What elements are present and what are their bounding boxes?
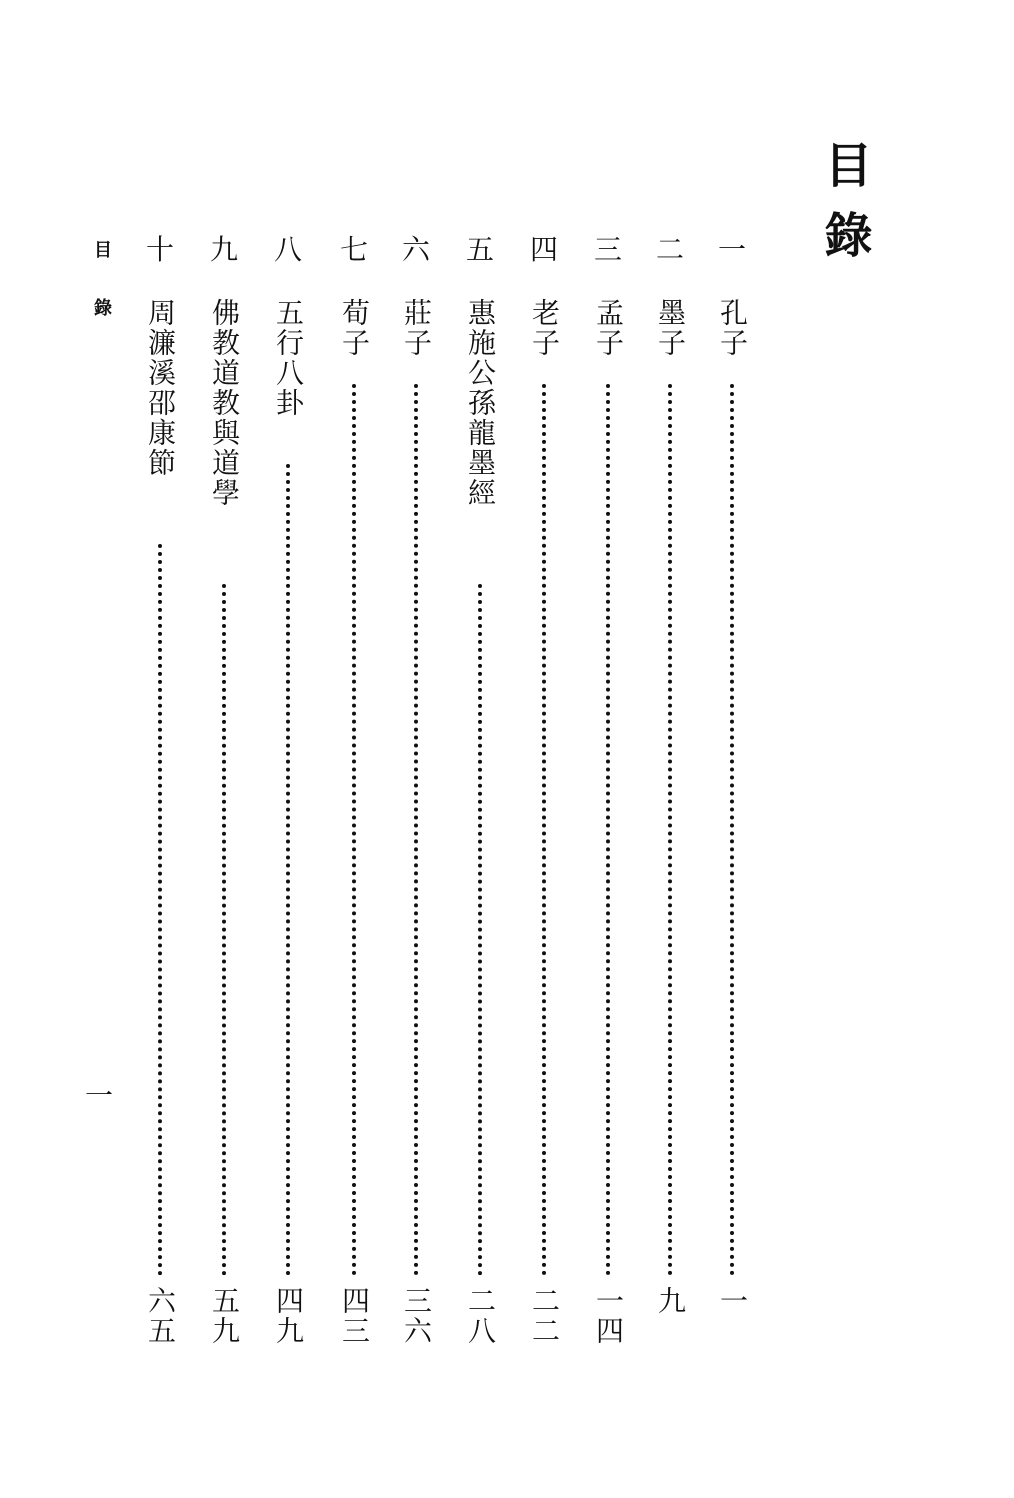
- entry-number: 二: [655, 233, 684, 266]
- toc-entry-7[interactable]: [334, 233, 374, 1346]
- page-title: 目錄: [816, 140, 872, 280]
- entry-title: 五行八卦: [272, 298, 305, 418]
- entry-number: 六: [401, 233, 430, 266]
- entry-page-number: 九: [654, 1286, 687, 1316]
- entry-number: 九: [209, 233, 238, 266]
- toc-entry-1[interactable]: [712, 233, 752, 1346]
- entry-title: 老子: [528, 298, 561, 358]
- dot-leader: [478, 584, 482, 1276]
- toc-entry-10[interactable]: [140, 233, 180, 1346]
- entry-page-number: 六五: [144, 1286, 177, 1346]
- entry-number: 五: [465, 233, 494, 266]
- toc-entry-8[interactable]: [268, 233, 308, 1346]
- toc-entry-9[interactable]: [204, 233, 244, 1346]
- toc-entry-4[interactable]: [524, 233, 564, 1346]
- toc-entry-5[interactable]: [460, 233, 500, 1346]
- entry-page-number: 五九: [208, 1286, 241, 1346]
- entry-page-number: 一四: [592, 1286, 625, 1346]
- entry-title: 孟子: [592, 298, 625, 358]
- dot-leader: [414, 384, 418, 1276]
- entry-number: 三: [593, 233, 622, 266]
- toc-entry-3[interactable]: [588, 233, 628, 1346]
- entry-title: 莊子: [400, 298, 433, 358]
- entry-number: 四: [529, 233, 558, 266]
- running-head: 目錄: [91, 240, 112, 356]
- dot-leader: [222, 584, 226, 1276]
- entry-page-number: 二八: [464, 1286, 497, 1346]
- dot-leader: [286, 464, 290, 1276]
- entry-number: 十: [145, 233, 174, 266]
- entry-page-number: 二二: [528, 1286, 561, 1346]
- entry-title: 周濂溪邵康節: [144, 298, 177, 478]
- toc-entry-6[interactable]: [396, 233, 436, 1346]
- entry-title: 荀子: [338, 298, 371, 358]
- entry-title: 墨子: [654, 298, 687, 358]
- dot-leader: [730, 384, 734, 1276]
- entry-title: 孔子: [716, 298, 749, 358]
- dot-leader: [158, 544, 162, 1276]
- dot-leader: [352, 384, 356, 1276]
- page-folio: 一: [84, 1079, 113, 1112]
- dot-leader: [606, 384, 610, 1276]
- entry-page-number: 四三: [338, 1286, 371, 1346]
- entry-number: 七: [339, 233, 368, 266]
- entry-number: 八: [273, 233, 302, 266]
- entry-page-number: 四九: [272, 1286, 305, 1346]
- dot-leader: [542, 384, 546, 1276]
- entry-number: 一: [717, 233, 746, 266]
- toc-entry-2[interactable]: [650, 233, 690, 1346]
- dot-leader: [668, 384, 672, 1276]
- entry-title: 惠施公孫龍墨經: [464, 298, 497, 508]
- entry-title: 佛教道教與道學: [208, 298, 241, 508]
- entry-page-number: 一: [716, 1286, 749, 1316]
- entry-page-number: 三六: [400, 1286, 433, 1346]
